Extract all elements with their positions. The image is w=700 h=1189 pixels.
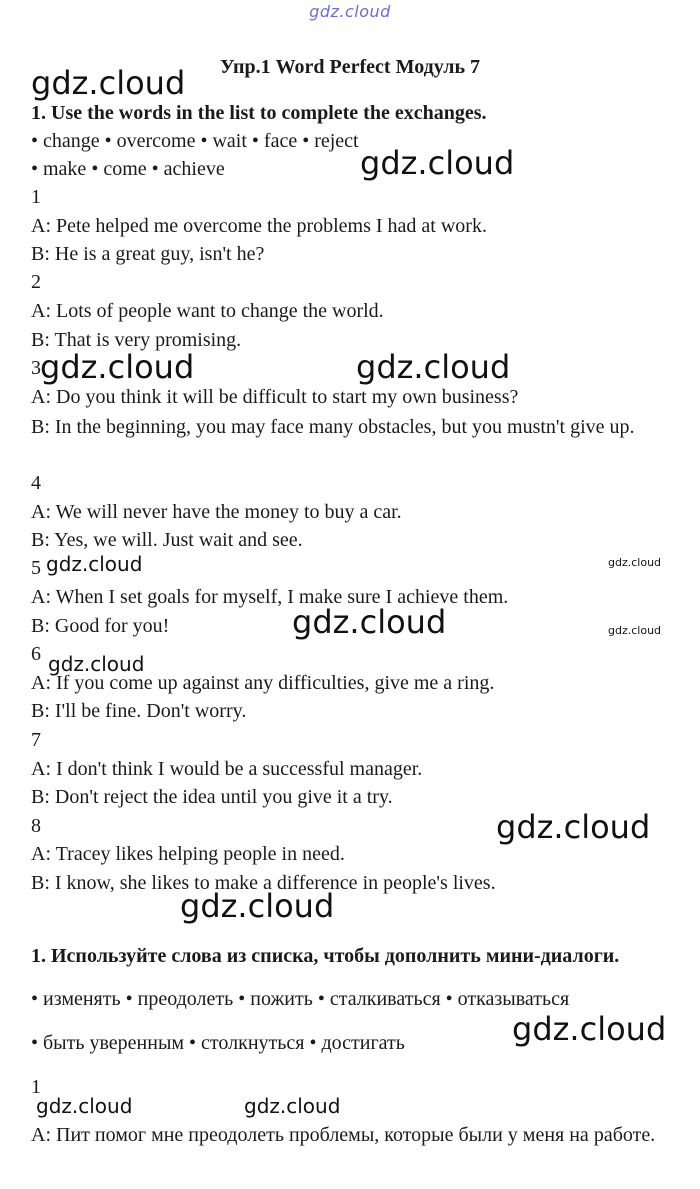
exchange-line-a: A: If you come up against any difficulties, give me a ring. [31, 672, 495, 694]
exchange-line-b: B: Yes, we will. Just wait and see. [31, 529, 303, 551]
watermark-text: gdz.cloud [356, 348, 511, 386]
exchange-number: 1 [31, 1076, 41, 1098]
word-list-ru-line1: • изменять • преодолеть • пожить • сталкиваться • отказываться [31, 988, 570, 1010]
watermark-text: gdz.cloud [36, 1094, 133, 1118]
exchange-line-b: B: I'll be fine. Don't worry. [31, 700, 247, 722]
exchange-line-b: B: I know, she likes to make a difference in people's lives. [31, 872, 496, 894]
exchange-number: 8 [31, 815, 41, 837]
exchange-number: 7 [31, 729, 41, 751]
exchange-line-a: A: I don't think I would be a successful manager. [31, 758, 423, 780]
exchange-line-b: B: He is a great guy, isn't he? [31, 243, 265, 265]
exchange-line-b: B: Good for you! [31, 615, 170, 637]
exchange-number: 6 [31, 643, 41, 665]
task-heading-ru: 1. Используйте слова из списка, чтобы дополнить мини-диалоги. [31, 945, 620, 967]
top-watermark: gdz.cloud [309, 2, 391, 21]
word-list-en-line1: • change • overcome • wait • face • reject [31, 130, 359, 152]
watermark-text: gdz.cloud [512, 1010, 667, 1048]
watermark-text: gdz.cloud [46, 552, 143, 576]
exchange-number: 2 [31, 271, 41, 293]
watermark-text: gdz.cloud [292, 603, 447, 641]
exchange-line-a: A: We will never have the money to buy a car. [31, 501, 402, 523]
watermark-text: gdz.cloud [40, 348, 195, 386]
watermark-text: gdz.cloud [496, 808, 651, 846]
watermark-text: gdz.cloud [31, 64, 186, 102]
exchange-line-b: B: In the beginning, you may face many obstacles, but you mustn't give up. [31, 416, 635, 438]
watermark-text: gdz.cloud [360, 144, 515, 182]
exchange-number: 3 [31, 357, 41, 379]
exchange-line-a: A: Tracey likes helping people in need. [31, 843, 345, 865]
watermark-text: gdz.cloud [180, 887, 335, 925]
exchange-line-b: B: That is very promising. [31, 329, 242, 351]
word-list-en-line2: • make • come • achieve [31, 158, 225, 180]
watermark-text: gdz.cloud [48, 652, 145, 676]
exchange-number: 4 [31, 472, 41, 494]
exchange-line-a: A: When I set goals for myself, I make sure I achieve them. [31, 586, 509, 608]
exchange-line-a: A: Lots of people want to change the world. [31, 300, 384, 322]
page-title: Упр.1 Word Perfect Модуль 7 [219, 56, 481, 78]
exchange-line-b: B: Don't reject the idea until you give it a try. [31, 786, 393, 808]
word-list-ru-line2: • быть уверенным • столкнуться • достигать [31, 1032, 405, 1054]
exchange-number: 5 [31, 557, 41, 579]
exchange-line-a: А: Пит помог мне преодолеть проблемы, которые были у меня на работе. [31, 1124, 656, 1146]
exchange-number: 1 [31, 186, 41, 208]
exchange-line-a: A: Pete helped me overcome the problems I had at work. [31, 215, 487, 237]
watermark-text: gdz.cloud [608, 556, 662, 569]
exchange-line-a: A: Do you think it will be difficult to start my own business? [31, 386, 519, 408]
watermark-text: gdz.cloud [244, 1094, 341, 1118]
task-heading-en: 1. Use the words in the list to complete the exchanges. [31, 102, 487, 124]
watermark-text: gdz.cloud [608, 624, 662, 637]
